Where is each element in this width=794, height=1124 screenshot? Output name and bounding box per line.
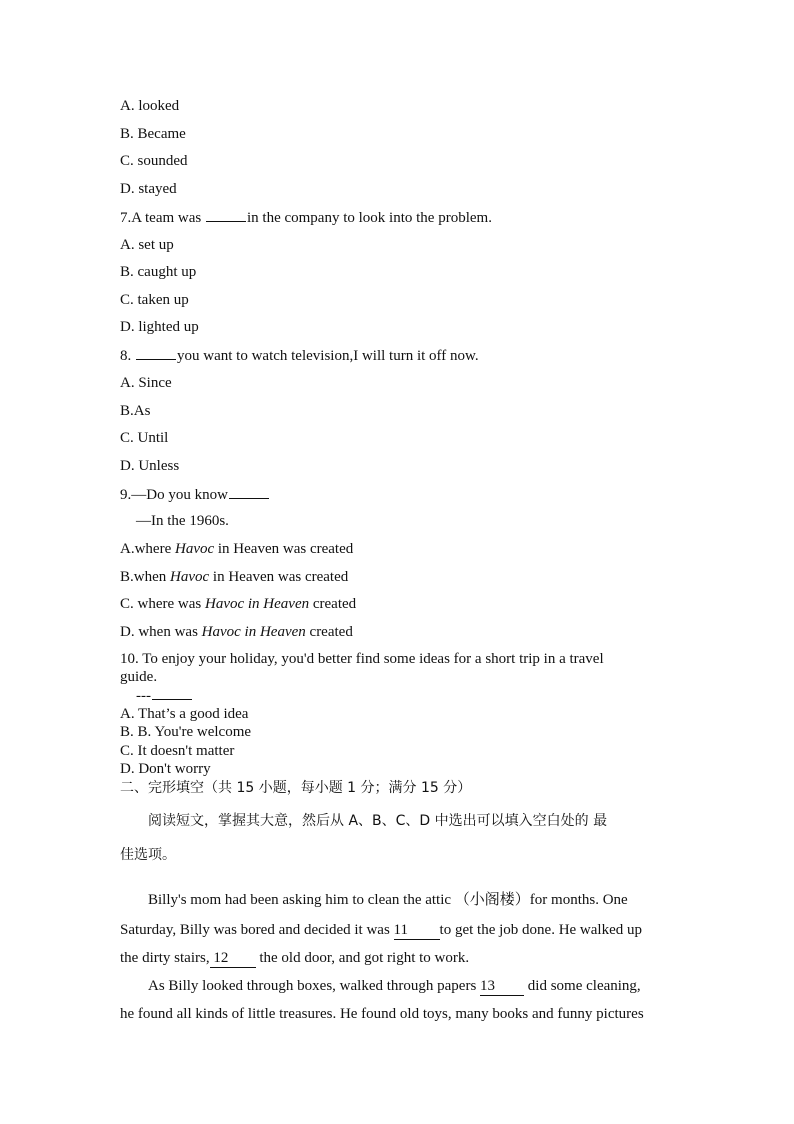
q9-option-d: D. when was Havoc in Heaven created <box>120 624 353 640</box>
q7-option-c: C. taken up <box>120 292 189 308</box>
q7-option-b: B. caught up <box>120 264 197 280</box>
q10-option-a: A. That’s a good idea <box>120 706 249 722</box>
q10-stem-line2: guide. <box>120 669 158 685</box>
q9-option-c: C. where was Havoc in Heaven created <box>120 596 357 612</box>
q7-stem: 7.A team was in the company to look into the problem. <box>120 210 492 226</box>
q7-option-a: A. set up <box>120 237 174 253</box>
q8-stem: 8. you want to watch television,I will turn it off now. <box>120 348 479 364</box>
q9-option-b: B.when Havoc in Heaven was created <box>120 569 349 585</box>
q6-option-b: B. Became <box>120 126 186 142</box>
q10-reply: --- <box>136 686 193 705</box>
section2-heading: 二、完形填空（共 15 小题，每小题 1 分；满分 15 分） <box>120 780 472 796</box>
blank-11: 11 <box>394 921 440 940</box>
q10-option-c: C. It doesn't matter <box>120 743 235 759</box>
q6-option-a: A. looked <box>120 98 180 114</box>
q10-option-d: D. Don't worry <box>120 761 211 777</box>
passage-line-3: the dirty stairs, 12 the old door, and got right to work. <box>120 950 470 966</box>
blank-12: 12 <box>210 949 256 968</box>
q6-option-d: D. stayed <box>120 181 177 197</box>
q8-option-a: A. Since <box>120 375 172 391</box>
section2-instruction-line1: 阅读短文，掌握其大意，然后从 A、B、C、D 中选出可以填入空白处的 最 <box>148 813 608 829</box>
q10-option-b: B. B. You're welcome <box>120 724 252 740</box>
section2-instruction-line2: 佳选项。 <box>120 847 176 863</box>
passage-line-5: he found all kinds of little treasures. He found old toys, many books and funny pictures <box>120 1006 644 1022</box>
q9-option-a: A.where Havoc in Heaven was created <box>120 541 354 557</box>
q9-blank <box>229 485 269 499</box>
q7-option-d: D. lighted up <box>120 319 199 335</box>
blank-13: 13 <box>480 977 524 996</box>
q8-option-d: D. Unless <box>120 458 180 474</box>
passage-line-4: As Billy looked through boxes, walked through papers 13 did some cleaning, <box>148 978 641 994</box>
q6-option-c: C. sounded <box>120 153 188 169</box>
q10-blank <box>152 686 192 700</box>
passage-line-1: Billy's mom had been asking him to clean the attic （小阁楼）for months. One <box>148 892 628 908</box>
q8-option-c: C. Until <box>120 430 169 446</box>
q7-blank <box>206 208 246 222</box>
q8-blank <box>136 346 176 360</box>
q10-stem-line1: 10. To enjoy your holiday, you'd better find some ideas for a short trip in a travel <box>120 651 604 667</box>
q9-reply: —In the 1960s. <box>136 513 229 529</box>
passage-line-2: Saturday, Billy was bored and decided it was 11 to get the job done. He walked up <box>120 922 642 938</box>
q8-option-b: B.As <box>120 403 151 419</box>
q9-stem: 9.—Do you know <box>120 485 270 504</box>
